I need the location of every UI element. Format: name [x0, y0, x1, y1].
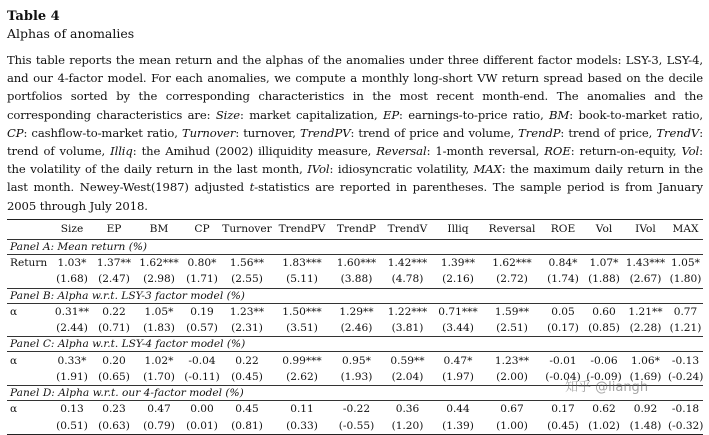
estimate-cell: 0.60 — [592, 305, 616, 318]
estimate-cell: -0.01 — [549, 354, 577, 367]
row-label: α — [10, 354, 18, 367]
caption-term: TrendP — [518, 125, 561, 140]
caption-text: This table reports the mean return and the alphas of the anomalies under three different factor models: LSY-3, LSY-4, and our 4-factor model. For each anomalies, we compute a monthly long-short VW return spread based on the decile portfolios sorted by the corresponding characteristics in the most recent month-end. The anomalies and the corresponding characteristics are: — [7, 53, 703, 122]
estimate-cell: 1.21** — [628, 305, 663, 318]
caption-term: Vol — [681, 144, 700, 159]
estimate-cell: 0.05 — [551, 305, 575, 318]
estimate-cell: 0.67 — [500, 403, 524, 416]
blank-label-cell — [7, 418, 51, 435]
caption-term: Size — [215, 107, 241, 122]
caption-term: IVol — [307, 162, 330, 177]
tstat-cell: (0.81) — [221, 418, 273, 435]
estimate-cell: 0.99*** — [282, 354, 322, 367]
tstat-cell: (4.78) — [391, 273, 424, 286]
tstat-cell: (2.16) — [442, 273, 474, 286]
tstat-cell: (1.91) — [56, 370, 88, 383]
caption-text: : earnings-to-price ratio, — [399, 107, 550, 122]
tstat-cell: (2.46) — [340, 322, 373, 335]
tstat-cell: (1.68) — [56, 273, 88, 286]
estimate-cell: -0.13 — [671, 354, 700, 367]
estimate-cell: 0.22 — [235, 354, 259, 367]
table-title: Alphas of anomalies — [7, 26, 135, 41]
estimate-cell: 0.00 — [190, 403, 214, 416]
column-header: MAX — [672, 223, 699, 236]
tstat-row — [7, 418, 703, 435]
estimate-cell: 1.06* — [631, 354, 660, 367]
tstat-cell: (3.44) — [442, 322, 474, 335]
tstat-cell: (-0.04) — [545, 370, 581, 383]
tstat-cell: (0.17) — [547, 322, 579, 335]
caption-term: Reversal — [376, 144, 427, 159]
tstat-cell: (1.71) — [186, 273, 218, 286]
column-header: Reversal — [488, 223, 536, 236]
tstat-cell: (1.39) — [433, 418, 483, 435]
tstat-cell: (1.21) — [669, 322, 702, 335]
tstat-cell: (2.51) — [496, 322, 528, 335]
tstat-cell: (1.20) — [382, 418, 433, 435]
caption-text: : the volatility of the daily return in the last month, — [7, 144, 703, 177]
blank-label-cell — [7, 369, 51, 386]
table-body — [7, 239, 703, 434]
tstat-row — [7, 320, 703, 337]
estimate-cell: 1.50*** — [282, 305, 322, 318]
caption-text: : the maximum daily return in the last month. Newey-West(1987) adjusted — [7, 162, 703, 195]
estimate-cell: 0.23 — [102, 403, 126, 416]
paper-page — [7, 8, 703, 435]
panel-title-row — [7, 386, 703, 401]
row-label: α — [10, 305, 18, 318]
estimate-cell: -0.22 — [342, 403, 371, 416]
panel-title-row — [7, 239, 703, 254]
estimate-cell: 1.07* — [589, 257, 619, 270]
watermark: 知乎 @liangh — [565, 380, 649, 395]
estimate-cell: 0.11 — [290, 403, 314, 416]
panel-title: Panel C: Alpha w.r.t. LSY-4 factor model (%) — [7, 337, 703, 352]
tstat-cell: (-0.55) — [331, 418, 382, 435]
column-header: IVol — [635, 223, 656, 236]
estimate-cell: 0.95* — [342, 354, 371, 367]
estimate-cell: 0.33* — [57, 354, 87, 367]
tstat-cell: (0.01) — [183, 418, 221, 435]
estimate-cell: -0.04 — [188, 354, 216, 367]
column-header: Turnover — [222, 223, 272, 236]
tstat-cell: (2.00) — [496, 370, 528, 383]
tstat-cell: (0.85) — [588, 322, 620, 335]
estimate-cell: 1.03* — [57, 257, 87, 270]
estimate-cell: 1.62*** — [139, 257, 179, 270]
tstat-cell: (0.71) — [98, 322, 130, 335]
tstat-cell: (-0.32) — [668, 418, 703, 435]
estimate-cell: 0.84* — [548, 257, 578, 270]
tstat-cell: (0.45) — [541, 418, 585, 435]
tstat-cell: (2.72) — [496, 273, 528, 286]
estimate-cell: 1.42*** — [387, 257, 428, 270]
estimate-cell: -0.18 — [671, 403, 700, 416]
estimate-row — [7, 254, 703, 271]
tstat-cell: (0.63) — [93, 418, 135, 435]
estimate-cell: 1.59** — [494, 305, 530, 318]
estimate-cell: 1.39** — [440, 257, 476, 270]
panel-title: Panel B: Alpha w.r.t. LSY-3 factor model (%) — [7, 288, 703, 303]
estimate-cell: 0.17 — [551, 403, 575, 416]
panel-title: Panel A: Mean return (%) — [7, 239, 703, 254]
caption-text: : idiosyncratic volatility, — [329, 162, 474, 177]
caption-text: : turnover, — [235, 125, 300, 140]
caption-text: : 1-month reversal, — [426, 144, 545, 159]
panel-title-row — [7, 337, 703, 352]
tstat-cell: (1.00) — [483, 418, 541, 435]
tstat-cell: (2.04) — [391, 370, 424, 383]
caption-text: : market capitalization, — [240, 107, 383, 122]
estimate-cell: 0.92 — [633, 403, 658, 416]
tstat-cell: (0.33) — [273, 418, 331, 435]
tstat-cell: (1.74) — [547, 273, 579, 286]
caption-text: : return-on-equity, — [570, 144, 682, 159]
estimate-cell: 0.31** — [54, 305, 90, 318]
row-label: Return — [10, 257, 48, 270]
estimate-cell: 1.83*** — [282, 257, 322, 270]
tstat-cell: (3.88) — [340, 273, 373, 286]
tstat-row — [7, 369, 703, 386]
tstat-cell: (3.81) — [391, 322, 424, 335]
table-caption — [7, 51, 703, 215]
estimate-cell: 0.47 — [147, 403, 171, 416]
caption-text: : the Amihud (2002) illiquidity measure, — [132, 144, 377, 159]
caption-term: ROE — [544, 144, 571, 159]
estimate-cell: 1.05* — [144, 305, 174, 318]
tstat-cell: (1.70) — [143, 370, 175, 383]
column-header: TrendV — [387, 223, 428, 236]
caption-term: BM — [549, 107, 570, 122]
caption-text: : trend of price, — [560, 125, 657, 140]
tstat-cell: (0.65) — [98, 370, 130, 383]
tstat-cell: (2.44) — [56, 322, 88, 335]
estimate-cell: 0.77 — [673, 305, 698, 318]
tstat-cell: (2.31) — [231, 322, 263, 335]
column-header: BM — [149, 223, 169, 236]
column-header: Vol — [595, 223, 613, 236]
column-header: Illiq — [447, 223, 469, 236]
tstat-cell: (-0.24) — [668, 370, 704, 383]
row-label: α — [10, 403, 18, 416]
estimate-cell: 0.47* — [443, 354, 473, 367]
tstat-cell: (1.93) — [340, 370, 373, 383]
estimate-cell: 1.60*** — [336, 257, 377, 270]
table-number: Table 4 — [7, 9, 60, 24]
estimate-cell: 0.71*** — [438, 305, 478, 318]
tstat-cell: (2.47) — [98, 273, 130, 286]
tstat-cell: (1.48) — [623, 418, 668, 435]
estimate-cell: 0.80* — [187, 257, 217, 270]
blank-label-cell — [7, 320, 51, 337]
column-header: ROE — [550, 223, 576, 236]
caption-text: : trend of price and volume, — [350, 125, 519, 140]
tstat-cell: (0.57) — [186, 322, 218, 335]
caption-text: -statistics are reported in parentheses. The sample period is from January 2005 through July 2018. — [7, 180, 703, 213]
column-header: TrendP — [336, 223, 377, 236]
tstat-cell: (2.62) — [286, 370, 318, 383]
estimate-cell: 0.22 — [102, 305, 126, 318]
estimate-cell: 0.13 — [60, 403, 84, 416]
tstat-cell: (1.83) — [143, 322, 175, 335]
estimate-cell: 1.23** — [229, 305, 265, 318]
tstat-cell: (1.02) — [585, 418, 623, 435]
tstat-row — [7, 271, 703, 288]
estimate-cell: 0.20 — [102, 354, 126, 367]
estimate-cell: 0.19 — [190, 305, 214, 318]
estimate-cell: 1.56** — [229, 257, 265, 270]
caption-term: MAX — [473, 162, 502, 177]
row-label-header — [7, 220, 51, 240]
caption-text: : cashflow-to-market ratio, — [23, 125, 182, 140]
caption-term: TrendPV — [299, 125, 351, 140]
caption-term: TrendV — [656, 125, 700, 140]
tstat-cell: (0.79) — [135, 418, 183, 435]
caption-term: Turnover — [181, 125, 236, 140]
estimate-cell: 0.44 — [446, 403, 470, 416]
column-header: CP — [194, 223, 210, 236]
panel-title: Panel D: Alpha w.r.t. our 4-factor model (%) — [7, 386, 703, 401]
caption-term: EP — [382, 107, 400, 122]
estimate-cell: 1.62*** — [492, 257, 532, 270]
estimate-cell: 0.36 — [395, 403, 420, 416]
caption-text: : book-to-market ratio, — [569, 107, 703, 122]
tstat-cell: (1.88) — [588, 273, 620, 286]
estimate-cell: 0.45 — [235, 403, 259, 416]
tstat-cell: (1.69) — [629, 370, 662, 383]
caption-text: : trend of volume, — [7, 125, 703, 159]
tstat-cell: (3.51) — [286, 322, 318, 335]
tstat-cell: (0.45) — [231, 370, 263, 383]
tstat-cell: (0.51) — [51, 418, 93, 435]
tstat-cell: (-0.09) — [586, 370, 622, 383]
estimate-cell: 1.29** — [339, 305, 374, 318]
column-header: TrendPV — [278, 223, 326, 236]
estimate-cell: 1.23** — [494, 354, 530, 367]
anomaly-alpha-table — [7, 220, 703, 435]
tstat-cell: (5.11) — [286, 273, 318, 286]
estimate-cell: -0.06 — [590, 354, 618, 367]
estimate-row — [7, 352, 703, 369]
estimate-cell: 0.59** — [390, 354, 425, 367]
tstat-cell: (2.98) — [143, 273, 175, 286]
estimate-row — [7, 303, 703, 320]
panel-title-row — [7, 288, 703, 303]
estimate-cell: 1.05* — [671, 257, 700, 270]
tstat-cell: (2.55) — [231, 273, 263, 286]
caption-term: Illiq — [110, 144, 133, 159]
estimate-cell: 1.22*** — [387, 305, 428, 318]
column-header-row — [7, 220, 703, 240]
tstat-cell: (1.80) — [669, 273, 702, 286]
estimate-cell: 0.62 — [592, 403, 616, 416]
tstat-cell: (2.28) — [629, 322, 662, 335]
caption-term: CP — [7, 125, 24, 140]
estimate-row — [7, 401, 703, 418]
estimate-cell: 1.37** — [96, 257, 132, 270]
column-header: Size — [60, 223, 84, 236]
column-header: EP — [106, 223, 122, 236]
tstat-cell: (2.67) — [629, 273, 662, 286]
tstat-cell: (-0.11) — [184, 370, 220, 383]
tstat-cell: (1.97) — [442, 370, 474, 383]
estimate-cell: 1.02* — [144, 354, 174, 367]
estimate-cell: 1.43*** — [625, 257, 666, 270]
caption-term: t — [249, 180, 255, 195]
blank-label-cell — [7, 271, 51, 288]
